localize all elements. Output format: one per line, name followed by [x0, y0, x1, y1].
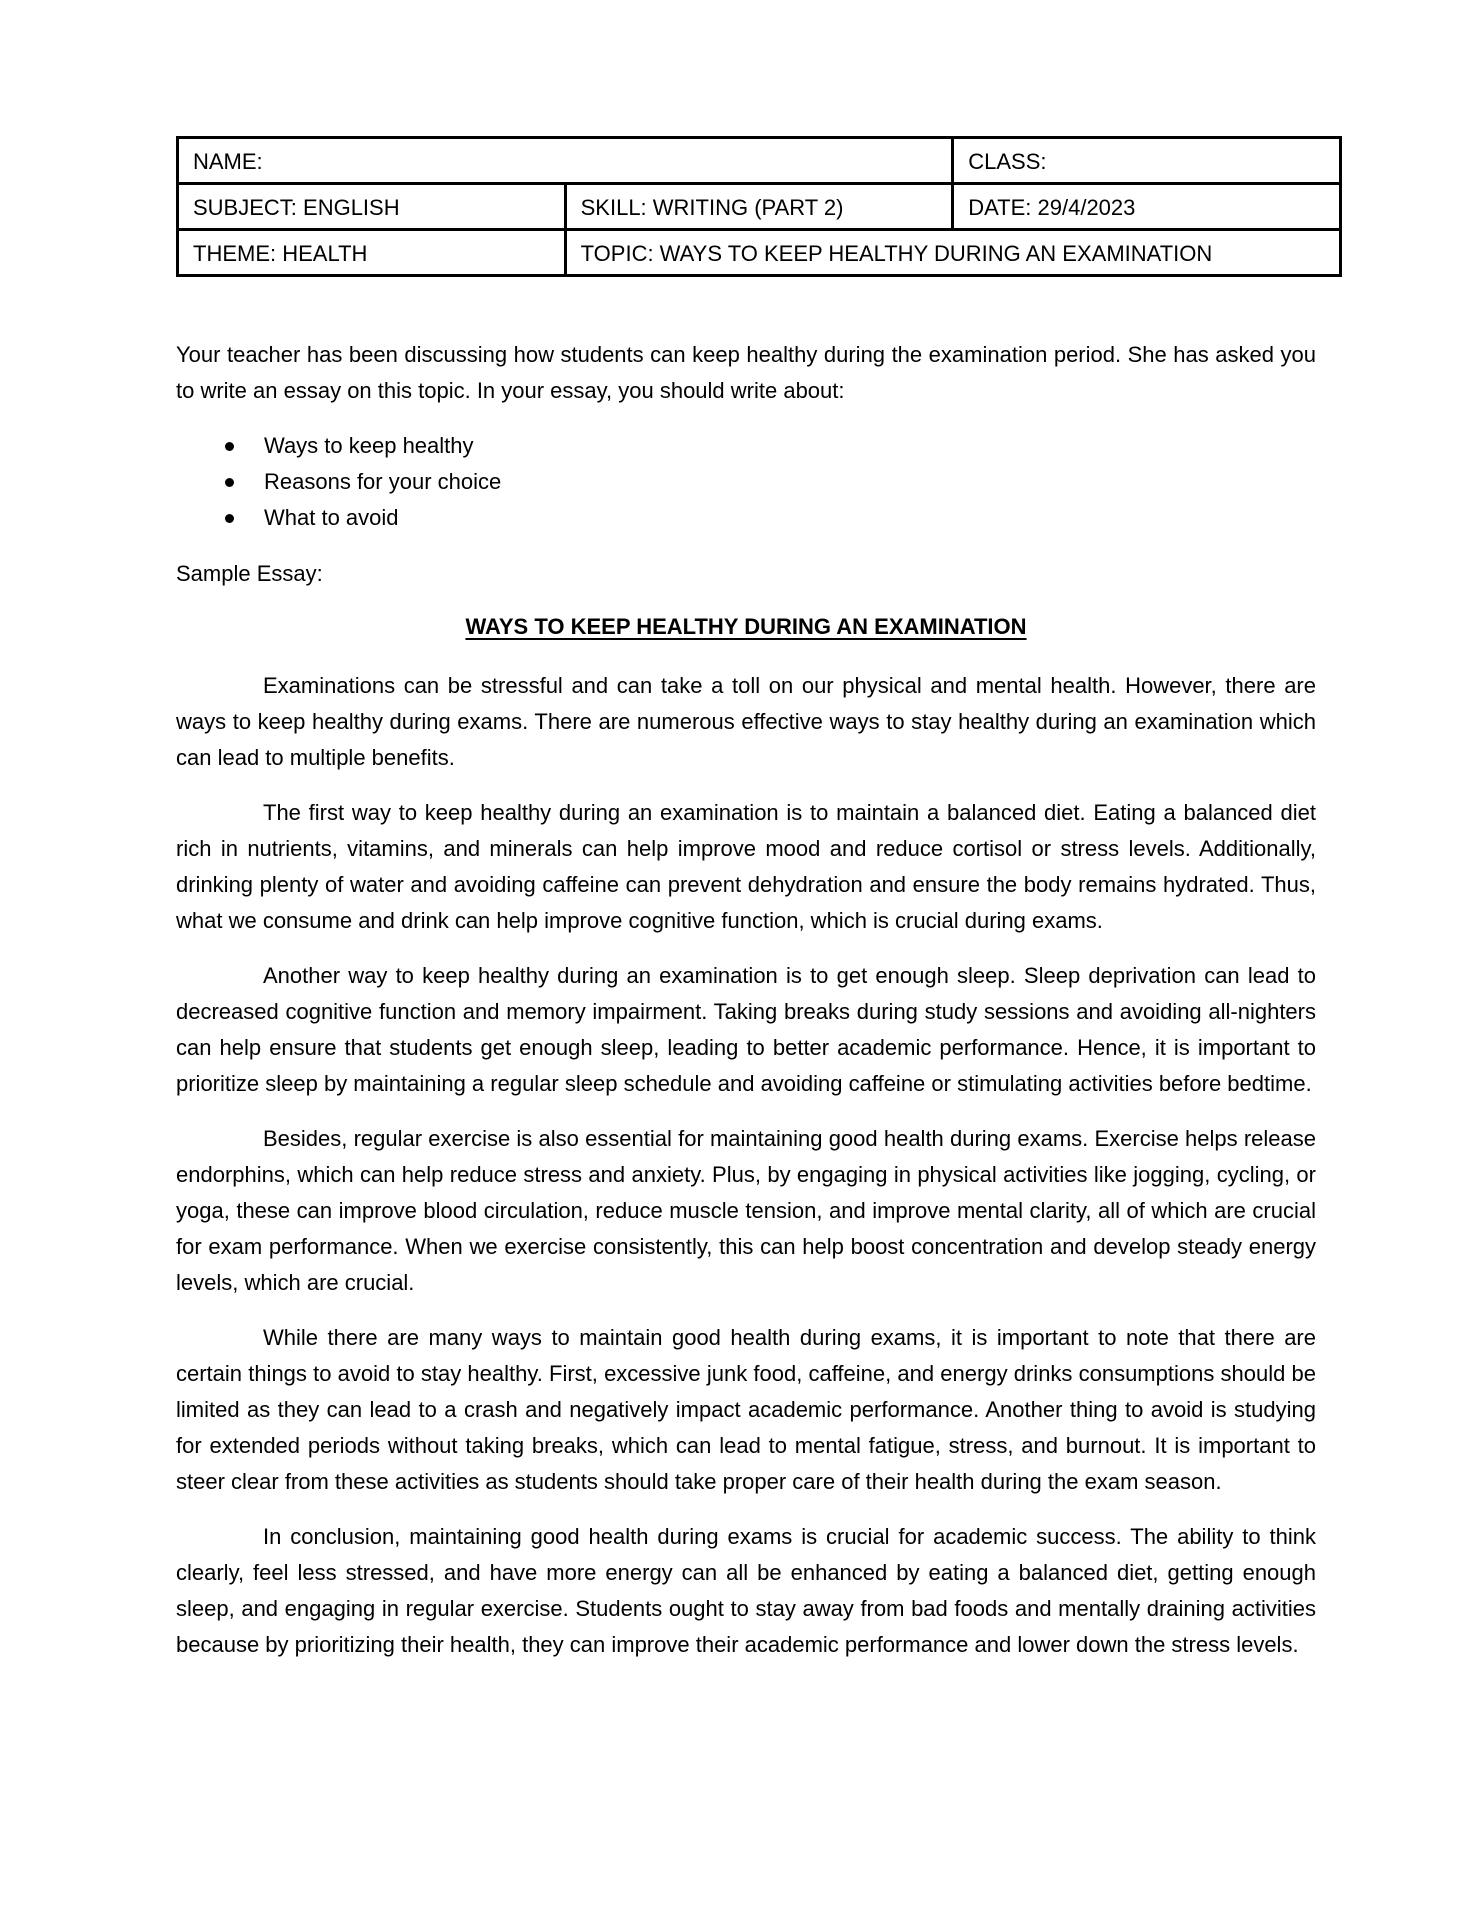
essay-paragraph: The first way to keep healthy during an examination is to maintain a balanced diet. Eating a balanced diet rich in nutrients, vitamins, and minerals can help improve mood and reduce cortisol or stress levels. Additionally, drinking plenty of water and avoiding caffeine can prevent dehydration and ensure the body remains hydrated. Thus, what we consume and drink can help improve cognitive function, which is crucial during exams.	[176, 800, 1316, 933]
essay-paragraph: While there are many ways to maintain good health during exams, it is important to note that there are certain things to avoid to stay healthy. First, excessive junk food, caffeine, and energy drinks consumptions should be limited as they can lead to a crash and negatively impact academic performance. Another thing to avoid is studying for extended periods without taking breaks, which can lead to mental fatigue, stress, and burnout. It is important to steer clear from these activities as students should take proper care of their health during the exam season.	[176, 1325, 1316, 1494]
topic-cell: TOPIC: WAYS TO KEEP HEALTHY DURING AN EXAMINATION	[565, 230, 1340, 276]
table-row	[178, 138, 1341, 184]
theme-cell: THEME: HEALTH	[178, 230, 566, 276]
table-row	[178, 184, 1341, 230]
essay-title	[176, 609, 1316, 645]
class-cell: CLASS:	[953, 138, 1341, 184]
skill-cell: SKILL: WRITING (PART 2)	[565, 184, 953, 230]
header-table	[176, 136, 1342, 277]
list-item: Ways to keep healthy	[264, 428, 1316, 464]
list-item: What to avoid	[264, 500, 1316, 536]
essay-paragraph: Besides, regular exercise is also essential for maintaining good health during exams. Exercise helps release endorphins, which can help reduce stress and anxiety. Plus, by engaging in physical activities like jogging, cycling, or yoga, these can improve blood circulation, reduce muscle tension, and improve mental clarity, all of which are crucial for exam performance. When we exercise consistently, this can help boost concentration and develop steady energy levels, which are crucial.	[176, 1126, 1316, 1295]
essay-paragraph: Examinations can be stressful and can take a toll on our physical and mental health. However, there are ways to keep healthy during exams. There are numerous effective ways to stay healthy during an examination which can lead to multiple benefits.	[176, 673, 1316, 770]
date-cell: DATE: 29/4/2023	[953, 184, 1341, 230]
name-cell: NAME:	[178, 138, 953, 184]
assignment-prompt: Your teacher has been discussing how students can keep healthy during the examination period. She has asked you to write an essay on this topic. In your essay, you should write about:	[176, 342, 1316, 403]
bullet-list	[176, 428, 1316, 536]
essay-paragraph: In conclusion, maintaining good health during exams is crucial for academic success. The ability to think clearly, feel less stressed, and have more energy can all be enhanced by eating a balanced diet, getting enough sleep, and engaging in regular exercise. Students ought to stay away from bad foods and mentally draining activities because by prioritizing their health, they can improve their academic performance and lower down the stress levels.	[176, 1524, 1316, 1657]
sample-essay-label: Sample Essay:	[176, 561, 323, 586]
essay-paragraph: Another way to keep healthy during an examination is to get enough sleep. Sleep deprivation can lead to decreased cognitive function and memory impairment. Taking breaks during study sessions and avoiding all-nighters can help ensure that students get enough sleep, leading to better academic performance. Hence, it is important to prioritize sleep by maintaining a regular sleep schedule and avoiding caffeine or stimulating activities before bedtime.	[176, 963, 1316, 1096]
table-row	[178, 230, 1341, 276]
essay-title-text: WAYS TO KEEP HEALTHY DURING AN EXAMINATION	[465, 614, 1027, 639]
list-item: Reasons for your choice	[264, 464, 1316, 500]
subject-cell: SUBJECT: ENGLISH	[178, 184, 566, 230]
